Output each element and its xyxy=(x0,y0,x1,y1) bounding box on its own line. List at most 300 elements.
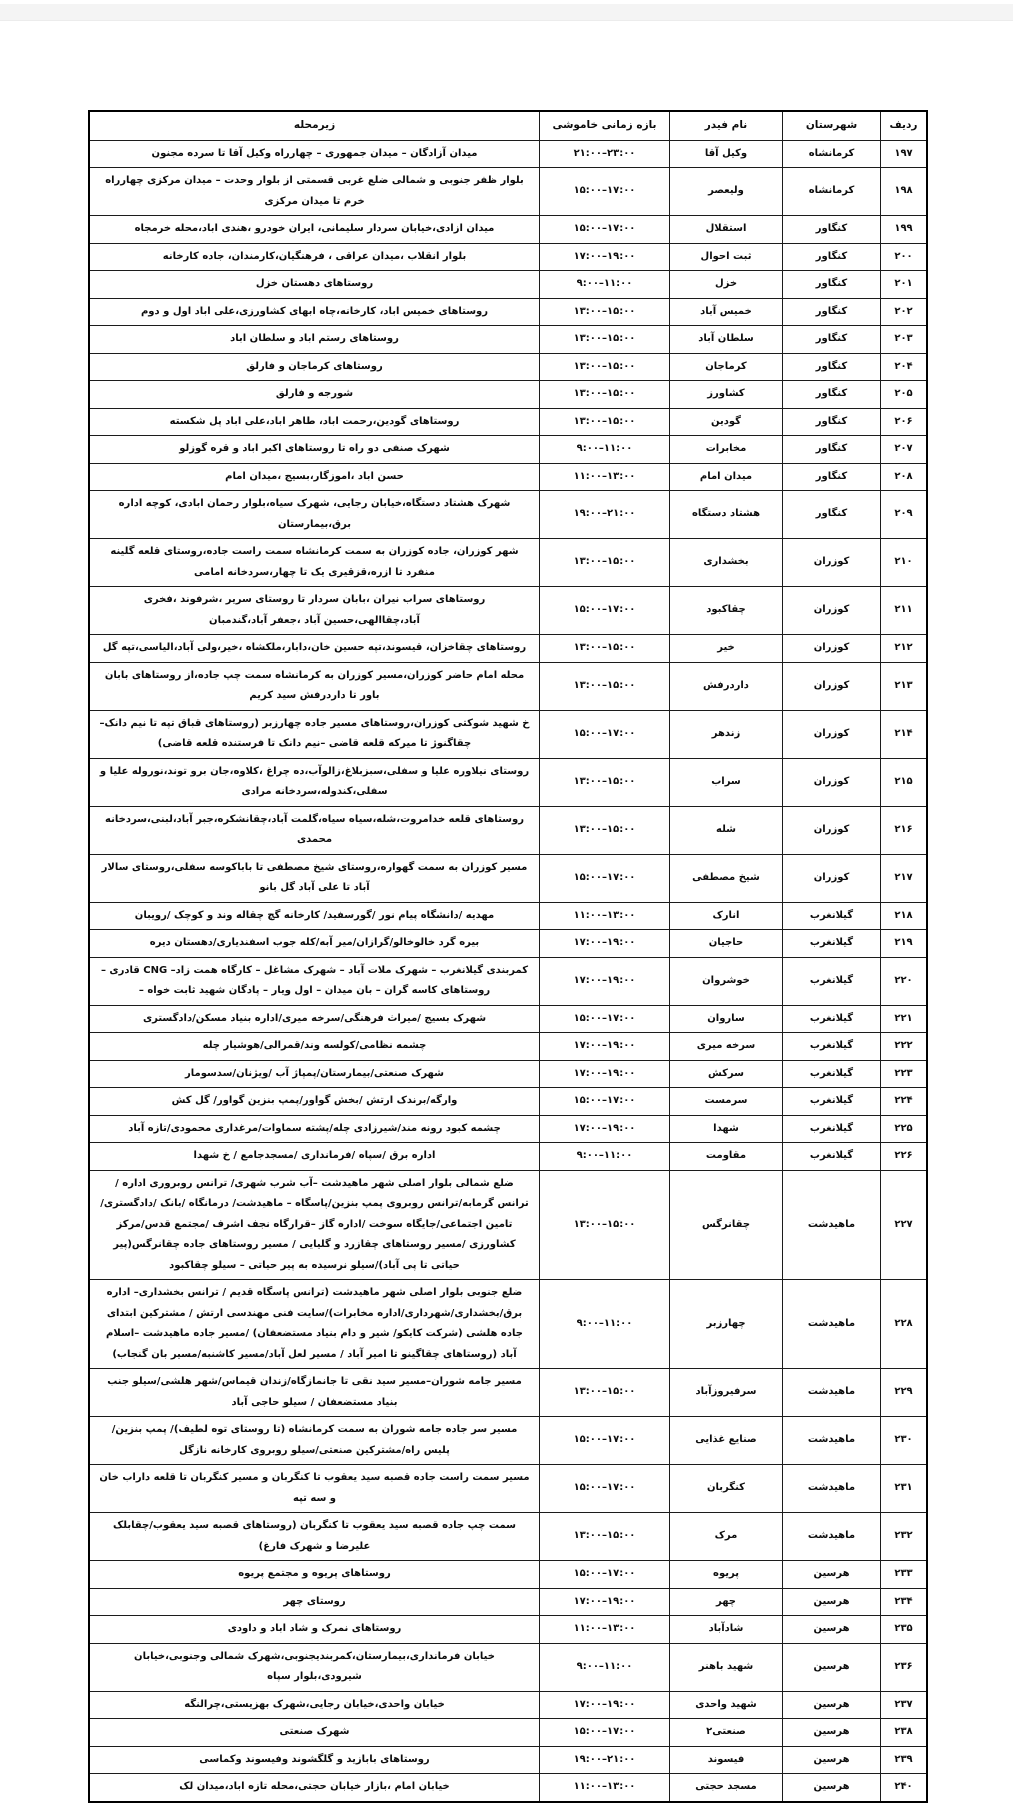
cell-outage-time xyxy=(540,957,670,1005)
outage-time-range: ۱۵:۰۰–۱۷:۰۰ xyxy=(573,1012,636,1024)
cell-county: کوزران xyxy=(783,539,881,587)
cell-subarea: محله امام حاضر کوزران،مسیر کوزران به کرمانشاه سمت چپ جاده،از روستاهای بابان باور تا داردرفش سید کریم xyxy=(89,662,540,710)
table-row xyxy=(89,491,927,539)
cell-county: ماهیدشت xyxy=(783,1170,881,1280)
cell-subarea: حسن اباد ،اموزگار،بسیج ،میدان امام xyxy=(89,463,540,491)
outage-time-range: ۱۳:۰۰–۱۵:۰۰ xyxy=(573,333,636,345)
cell-county: ماهیدشت xyxy=(783,1417,881,1465)
table-row xyxy=(89,381,927,409)
cell-feeder-name: مسجد حجتی xyxy=(670,1774,783,1802)
cell-outage-time xyxy=(540,1280,670,1369)
cell-outage-time xyxy=(540,216,670,244)
cell-outage-time xyxy=(540,326,670,354)
table-row xyxy=(89,854,927,902)
cell-subarea: روستاهای گودین،رحمت اباد، طاهر اباد،علی اباد پل شکسته xyxy=(89,408,540,436)
cell-row-number: ۲۳۱ xyxy=(881,1465,928,1513)
cell-feeder-name: داردرفش xyxy=(670,662,783,710)
table-row xyxy=(89,243,927,271)
cell-county: گیلانغرب xyxy=(783,930,881,958)
cell-outage-time xyxy=(540,436,670,464)
cell-subarea: شهرک بسیج /میراث فرهنگی/سرخه میری/اداره بنیاد مسکن/دادگستری xyxy=(89,1005,540,1033)
header-row-number: ردیف xyxy=(881,111,928,140)
cell-county: کوزران xyxy=(783,806,881,854)
cell-county: ماهیدشت xyxy=(783,1369,881,1417)
cell-feeder-name: صنعتی۲ xyxy=(670,1719,783,1747)
cell-row-number: ۲۰۸ xyxy=(881,463,928,491)
outage-time-range: ۱۷:۰۰–۱۹:۰۰ xyxy=(573,1698,636,1710)
table-row xyxy=(89,168,927,216)
cell-subarea: روستای نیلاوره علیا و سفلی،سبزبلاغ،زالوآب،ده چراغ ،کلاوه،جان برو توند،نوروله علیا و سفلی،کندوله،سردخانه مرادی xyxy=(89,758,540,806)
cell-outage-time xyxy=(540,1060,670,1088)
cell-row-number: ۲۲۳ xyxy=(881,1060,928,1088)
cell-row-number: ۲۱۹ xyxy=(881,930,928,958)
table-row xyxy=(89,1561,927,1589)
cell-feeder-name: کشاورز xyxy=(670,381,783,409)
cell-outage-time xyxy=(540,168,670,216)
table-row xyxy=(89,806,927,854)
table-row xyxy=(89,1774,927,1802)
outage-time-range: ۱۱:۰۰–۱۳:۰۰ xyxy=(573,1623,636,1635)
cell-county: هرسین xyxy=(783,1691,881,1719)
cell-county: هرسین xyxy=(783,1774,881,1802)
cell-feeder-name: سلطان آباد xyxy=(670,326,783,354)
cell-row-number: ۲۳۲ xyxy=(881,1513,928,1561)
outage-time-range: ۹:۰۰–۱۱:۰۰ xyxy=(576,1660,633,1672)
cell-county: کنگاور xyxy=(783,408,881,436)
cell-row-number: ۲۳۶ xyxy=(881,1643,928,1691)
outage-time-range: ۲۱:۰۰–۲۳:۰۰ xyxy=(573,147,636,159)
cell-outage-time xyxy=(540,1616,670,1644)
window-top-bar xyxy=(0,4,1013,21)
cell-outage-time xyxy=(540,1417,670,1465)
table-row xyxy=(89,710,927,758)
cell-county: کنگاور xyxy=(783,353,881,381)
cell-outage-time xyxy=(540,1465,670,1513)
outage-time-range: ۹:۰۰–۱۱:۰۰ xyxy=(576,1150,633,1162)
cell-outage-time xyxy=(540,854,670,902)
cell-subarea: روستاهای رستم اباد و سلطان اباد xyxy=(89,326,540,354)
table-row xyxy=(89,1005,927,1033)
cell-subarea: روستاهای کرماجان و فارلق xyxy=(89,353,540,381)
cell-row-number: ۲۱۸ xyxy=(881,902,928,930)
cell-county: هرسین xyxy=(783,1643,881,1691)
outage-time-range: ۱۵:۰۰–۱۷:۰۰ xyxy=(573,1726,636,1738)
cell-feeder-name: چهر xyxy=(670,1588,783,1616)
table-row xyxy=(89,1280,927,1369)
cell-row-number: ۲۰۳ xyxy=(881,326,928,354)
cell-feeder-name: استقلال xyxy=(670,216,783,244)
cell-subarea: کمربندی گیلانغرب – شهرک ملات آباد – شهرک مشاغل – کارگاه همت زاد– CNG قادری – روستاهای کاسه گران – بان میدان – اول ویار – پادگان شهید ثابت خواه – xyxy=(89,957,540,1005)
cell-subarea: شهرک صنفی دو راه تا روستاهای اکبر اباد و قره گوزلو xyxy=(89,436,540,464)
cell-county: کنگاور xyxy=(783,298,881,326)
cell-subarea: روستاهای قلعه خدامروت،شله،سیاه سیاه،گلمت آباد،چقانشکره،جبر آباد،لبنی،سردخانه محمدی xyxy=(89,806,540,854)
cell-county: هرسین xyxy=(783,1561,881,1589)
cell-county: هرسین xyxy=(783,1746,881,1774)
cell-county: کنگاور xyxy=(783,463,881,491)
cell-subarea: شهرک هشتاد دستگاه،خیابان رجایی، شهرک سیاه،بلوار رحمان ابادی، کوچه اداره برق،بیمارستان xyxy=(89,491,540,539)
cell-county: هرسین xyxy=(783,1719,881,1747)
cell-outage-time xyxy=(540,930,670,958)
cell-feeder-name: سراب xyxy=(670,758,783,806)
cell-feeder-name: چقانرگس xyxy=(670,1170,783,1280)
cell-subarea: مسیر سمت راست جاده قصبه سید یعقوب تا کنگربان و مسیر کنگربان تا قلعه داراب خان و سه تپه xyxy=(89,1465,540,1513)
cell-subarea: بلوار ظفر جنوبی و شمالی ضلع غربی قسمتی از بلوار وحدت – میدان مرکزی چهارراه خرم تا میدان مرکزی xyxy=(89,168,540,216)
table-row xyxy=(89,1691,927,1719)
cell-row-number: ۲۳۵ xyxy=(881,1616,928,1644)
outage-time-range: ۱۷:۰۰–۱۹:۰۰ xyxy=(573,1067,636,1079)
table-row xyxy=(89,216,927,244)
cell-feeder-name: هشتاد دستگاه xyxy=(670,491,783,539)
cell-row-number: ۲۲۸ xyxy=(881,1280,928,1369)
cell-row-number: ۲۰۰ xyxy=(881,243,928,271)
cell-county: کوزران xyxy=(783,710,881,758)
cell-outage-time xyxy=(540,1746,670,1774)
cell-row-number: ۲۰۴ xyxy=(881,353,928,381)
cell-row-number: ۲۰۹ xyxy=(881,491,928,539)
cell-row-number: ۲۲۵ xyxy=(881,1115,928,1143)
cell-county: کنگاور xyxy=(783,243,881,271)
outage-time-range: ۱۵:۰۰–۱۷:۰۰ xyxy=(573,185,636,197)
cell-feeder-name: خمیس آباد xyxy=(670,298,783,326)
cell-subarea: بلوار انقلاب ،میدان عراقی ، فرهنگیان،کارمندان، جاده کارخانه xyxy=(89,243,540,271)
table-row xyxy=(89,298,927,326)
cell-feeder-name: پریوه xyxy=(670,1561,783,1589)
cell-subarea: روستاهای پریوه و مجتمع پریوه xyxy=(89,1561,540,1589)
cell-outage-time xyxy=(540,1033,670,1061)
cell-feeder-name: سرفیروزآباد xyxy=(670,1369,783,1417)
outage-table-container xyxy=(88,110,928,1803)
table-row xyxy=(89,957,927,1005)
cell-subarea: اداره برق /سپاه /فرمانداری /مسجدجامع / خ شهدا xyxy=(89,1143,540,1171)
cell-outage-time xyxy=(540,1088,670,1116)
outage-time-range: ۱۳:۰۰–۱۵:۰۰ xyxy=(573,642,636,654)
table-row xyxy=(89,1719,927,1747)
cell-subarea: میدان ازادی،خیابان سردار سلیمانی، ایران خودرو ،هندی اباد،محله خرمجاه xyxy=(89,216,540,244)
cell-outage-time xyxy=(540,806,670,854)
cell-subarea: مهدیه /دانشگاه پیام نور /گورسفید/ کارخانه گچ چقاله وند و کوچک /رویبان xyxy=(89,902,540,930)
table-row xyxy=(89,353,927,381)
table-row xyxy=(89,140,927,168)
cell-outage-time xyxy=(540,1643,670,1691)
cell-outage-time xyxy=(540,1115,670,1143)
cell-county: ماهیدشت xyxy=(783,1513,881,1561)
cell-county: گیلانغرب xyxy=(783,1005,881,1033)
outage-time-range: ۱۹:۰۰–۲۱:۰۰ xyxy=(573,1753,636,1765)
outage-time-range: ۱۳:۰۰–۱۵:۰۰ xyxy=(573,679,636,691)
cell-feeder-name: بخشداری xyxy=(670,539,783,587)
cell-county: کنگاور xyxy=(783,216,881,244)
cell-subarea: خ شهید شوکتی کوزران،روستاهای مسیر جاده چهارزبر (روستاهای قباق تپه تا نیم دانک–چقاگنوژ تا میرکه قلعه قاضی –نیم دانک تا فرستنده قلعه قاضی) xyxy=(89,710,540,758)
cell-subarea: چشمه نظامی/کولسه وند/قمرالی/هوشیار چله xyxy=(89,1033,540,1061)
cell-subarea: خیابان فرمانداری،بیمارستان،کمربندیجنوبی،شهرک شمالی وجنوبی،خیابان شیرودی،بلوار سپاه xyxy=(89,1643,540,1691)
cell-outage-time xyxy=(540,758,670,806)
cell-row-number: ۲۱۱ xyxy=(881,587,928,635)
cell-outage-time xyxy=(540,140,670,168)
outage-time-range: ۱۳:۰۰–۱۵:۰۰ xyxy=(573,775,636,787)
cell-row-number: ۱۹۸ xyxy=(881,168,928,216)
cell-feeder-name: ولیعصر xyxy=(670,168,783,216)
cell-county: کنگاور xyxy=(783,491,881,539)
table-row xyxy=(89,1616,927,1644)
outage-time-range: ۱۵:۰۰–۱۷:۰۰ xyxy=(573,1568,636,1580)
cell-subarea: روستاهای چقاخزان، قیسوند،تپه حسین خان،دابار،ملکشاه ،خیر،ولی آباد،الیاسی،تپه گل xyxy=(89,635,540,663)
cell-feeder-name: صنایع غذایی xyxy=(670,1417,783,1465)
outage-time-range: ۱۳:۰۰–۱۵:۰۰ xyxy=(573,305,636,317)
header-subarea: زیرمحله xyxy=(89,111,540,140)
outage-time-range: ۱۵:۰۰–۱۷:۰۰ xyxy=(573,1095,636,1107)
cell-row-number: ۲۳۳ xyxy=(881,1561,928,1589)
cell-feeder-name: سرخه میری xyxy=(670,1033,783,1061)
outage-time-range: ۱۳:۰۰–۱۵:۰۰ xyxy=(573,1218,636,1230)
cell-outage-time xyxy=(540,1369,670,1417)
cell-county: ماهیدشت xyxy=(783,1465,881,1513)
cell-row-number: ۲۱۲ xyxy=(881,635,928,663)
cell-county: کنگاور xyxy=(783,436,881,464)
table-row xyxy=(89,635,927,663)
cell-subarea: روستای چهر xyxy=(89,1588,540,1616)
cell-feeder-name: حاجیان xyxy=(670,930,783,958)
table-row xyxy=(89,1033,927,1061)
table-row xyxy=(89,271,927,299)
header-county: شهرستان xyxy=(783,111,881,140)
cell-subarea: مسیر کوزران به سمت گهواره،روستای شیخ مصطفی تا باباکوسه سفلی،روستای سالار آباد تا علی آباد گل بانو xyxy=(89,854,540,902)
cell-county: گیلانغرب xyxy=(783,902,881,930)
cell-feeder-name: کرماجان xyxy=(670,353,783,381)
outage-time-range: ۱۷:۰۰–۱۹:۰۰ xyxy=(573,250,636,262)
cell-subarea: خیابان واحدی،خیابان رجایی،شهرک بهزیستی،چرالنگه xyxy=(89,1691,540,1719)
table-body xyxy=(89,140,927,1802)
cell-row-number: ۲۳۷ xyxy=(881,1691,928,1719)
outage-time-range: ۱۳:۰۰–۱۵:۰۰ xyxy=(573,1530,636,1542)
table-row xyxy=(89,1369,927,1417)
cell-feeder-name: خزل xyxy=(670,271,783,299)
cell-row-number: ۲۱۴ xyxy=(881,710,928,758)
cell-feeder-name: مقاومت xyxy=(670,1143,783,1171)
cell-feeder-name: ساروان xyxy=(670,1005,783,1033)
cell-row-number: ۲۳۴ xyxy=(881,1588,928,1616)
cell-county: هرسین xyxy=(783,1588,881,1616)
outage-time-range: ۱۱:۰۰–۱۳:۰۰ xyxy=(573,909,636,921)
cell-feeder-name: شهید واحدی xyxy=(670,1691,783,1719)
cell-row-number: ۱۹۹ xyxy=(881,216,928,244)
cell-feeder-name: شله xyxy=(670,806,783,854)
outage-time-range: ۱۷:۰۰–۱۹:۰۰ xyxy=(573,1595,636,1607)
cell-outage-time xyxy=(540,353,670,381)
cell-row-number: ۲۲۴ xyxy=(881,1088,928,1116)
cell-row-number: ۱۹۷ xyxy=(881,140,928,168)
outage-time-range: ۹:۰۰–۱۱:۰۰ xyxy=(576,278,633,290)
cell-outage-time xyxy=(540,1774,670,1802)
outage-time-range: ۱۷:۰۰–۱۹:۰۰ xyxy=(573,937,636,949)
cell-feeder-name: چقاکبود xyxy=(670,587,783,635)
cell-feeder-name: وکیل آقا xyxy=(670,140,783,168)
cell-row-number: ۲۴۰ xyxy=(881,1774,928,1802)
cell-outage-time xyxy=(540,902,670,930)
cell-row-number: ۲۳۰ xyxy=(881,1417,928,1465)
cell-county: کنگاور xyxy=(783,326,881,354)
header-feeder-name: نام فیدر xyxy=(670,111,783,140)
table-row xyxy=(89,930,927,958)
cell-row-number: ۲۰۲ xyxy=(881,298,928,326)
cell-county: گیلانغرب xyxy=(783,1033,881,1061)
cell-feeder-name: خوشروان xyxy=(670,957,783,1005)
table-row xyxy=(89,326,927,354)
outage-time-range: ۱۵:۰۰–۱۷:۰۰ xyxy=(573,1482,636,1494)
cell-outage-time xyxy=(540,381,670,409)
outage-time-range: ۱۳:۰۰–۱۵:۰۰ xyxy=(573,388,636,400)
table-row xyxy=(89,1060,927,1088)
table-row xyxy=(89,1417,927,1465)
outage-time-range: ۹:۰۰–۱۱:۰۰ xyxy=(576,443,633,455)
cell-feeder-name: شادآباد xyxy=(670,1616,783,1644)
cell-subarea: مسیر جامه شوران–مسیر سید نقی تا جانمازگاه/زندان قیماس/شهر هلشی/سیلو جنب بنیاد مستضعفان / سیلو حاجی آباد xyxy=(89,1369,540,1417)
cell-outage-time xyxy=(540,491,670,539)
cell-outage-time xyxy=(540,1170,670,1280)
cell-row-number: ۲۲۹ xyxy=(881,1369,928,1417)
cell-outage-time xyxy=(540,1691,670,1719)
cell-subarea: روستاهای بابازید و گلگشوند وفیسوند وکماسی xyxy=(89,1746,540,1774)
table-row xyxy=(89,1746,927,1774)
cell-outage-time xyxy=(540,662,670,710)
cell-subarea: وارگه/برندک ارتش /بخش گواور/پمپ بنزین گواور/ گل کش xyxy=(89,1088,540,1116)
cell-row-number: ۲۰۷ xyxy=(881,436,928,464)
outage-time-range: ۱۳:۰۰–۱۵:۰۰ xyxy=(573,556,636,568)
table-row xyxy=(89,1465,927,1513)
cell-subarea: چشمه کبود رونه مند/شیرزادی چله/پشته سماوات/مرغداری محمودی/تازه آباد xyxy=(89,1115,540,1143)
cell-row-number: ۲۳۸ xyxy=(881,1719,928,1747)
cell-feeder-name: مخابرات xyxy=(670,436,783,464)
cell-row-number: ۲۱۶ xyxy=(881,806,928,854)
cell-row-number: ۲۱۵ xyxy=(881,758,928,806)
cell-outage-time xyxy=(540,1513,670,1561)
outage-time-range: ۱۵:۰۰–۱۷:۰۰ xyxy=(573,223,636,235)
table-row xyxy=(89,1513,927,1561)
cell-subarea: شورجه و فارلق xyxy=(89,381,540,409)
cell-county: گیلانغرب xyxy=(783,1143,881,1171)
outage-time-range: ۱۱:۰۰–۱۳:۰۰ xyxy=(573,470,636,482)
cell-feeder-name: زندهر xyxy=(670,710,783,758)
cell-county: هرسین xyxy=(783,1616,881,1644)
cell-outage-time xyxy=(540,1719,670,1747)
cell-outage-time xyxy=(540,271,670,299)
table-row xyxy=(89,408,927,436)
cell-row-number: ۲۰۵ xyxy=(881,381,928,409)
table-row xyxy=(89,902,927,930)
cell-county: گیلانغرب xyxy=(783,957,881,1005)
cell-row-number: ۲۰۱ xyxy=(881,271,928,299)
cell-outage-time xyxy=(540,243,670,271)
cell-county: کوزران xyxy=(783,662,881,710)
cell-row-number: ۲۲۰ xyxy=(881,957,928,1005)
outage-time-range: ۱۳:۰۰–۱۵:۰۰ xyxy=(573,415,636,427)
cell-county: کنگاور xyxy=(783,381,881,409)
outage-time-range: ۱۵:۰۰–۱۷:۰۰ xyxy=(573,604,636,616)
cell-feeder-name: مرک xyxy=(670,1513,783,1561)
table-row xyxy=(89,1643,927,1691)
cell-row-number: ۲۱۷ xyxy=(881,854,928,902)
header-row xyxy=(89,111,927,140)
outage-schedule-table xyxy=(88,110,928,1803)
cell-row-number: ۲۱۳ xyxy=(881,662,928,710)
cell-county: کوزران xyxy=(783,587,881,635)
header-outage-time: بازه زمانی خاموشی xyxy=(540,111,670,140)
cell-feeder-name: انارک xyxy=(670,902,783,930)
outage-time-range: ۱۳:۰۰–۱۵:۰۰ xyxy=(573,360,636,372)
cell-subarea: روستاهای خمیس اباد، کارخانه،چاه ابهای کشاورزی،علی اباد اول و دوم xyxy=(89,298,540,326)
table-row xyxy=(89,1170,927,1280)
cell-outage-time xyxy=(540,1588,670,1616)
cell-outage-time xyxy=(540,587,670,635)
cell-outage-time xyxy=(540,1005,670,1033)
outage-time-range: ۱۷:۰۰–۱۹:۰۰ xyxy=(573,1122,636,1134)
cell-county: کرمانشاه xyxy=(783,140,881,168)
cell-outage-time xyxy=(540,298,670,326)
cell-outage-time xyxy=(540,1561,670,1589)
table-row xyxy=(89,662,927,710)
cell-outage-time xyxy=(540,1143,670,1171)
cell-subarea: روستاهای نمرک و شاد اباد و داودی xyxy=(89,1616,540,1644)
cell-county: کوزران xyxy=(783,854,881,902)
outage-time-range: ۱۹:۰۰–۲۱:۰۰ xyxy=(573,508,636,520)
cell-row-number: ۲۲۶ xyxy=(881,1143,928,1171)
cell-subarea: روستاهای دهستان خزل xyxy=(89,271,540,299)
cell-row-number: ۲۲۱ xyxy=(881,1005,928,1033)
cell-feeder-name: شهدا xyxy=(670,1115,783,1143)
cell-feeder-name: شهید باهنر xyxy=(670,1643,783,1691)
cell-subarea: شهرک صنعتی xyxy=(89,1719,540,1747)
table-row xyxy=(89,1088,927,1116)
outage-time-range: ۱۱:۰۰–۱۳:۰۰ xyxy=(573,1781,636,1793)
table-row xyxy=(89,587,927,635)
cell-row-number: ۲۱۰ xyxy=(881,539,928,587)
cell-county: گیلانغرب xyxy=(783,1060,881,1088)
cell-subarea: شهر کوزران، جاده کوزران به سمت کرمانشاه سمت راست جاده،روستای قلعه گلینه منفرد تا ازره،قزقیری یک تا چهار،سردخانه امامی xyxy=(89,539,540,587)
cell-subarea: مسیر سر جاده جامه شوران به سمت کرمانشاه (تا روستای توه لطیف)/ پمپ بنزین/پلیس راه/مشترکین صنعتی/سیلو روبروی کارخانه نازگل xyxy=(89,1417,540,1465)
cell-row-number: ۲۰۶ xyxy=(881,408,928,436)
cell-subarea: ضلع جنوبی بلوار اصلی شهر ماهیدشت (ترانس پاسگاه قدیم / ترانس بخشداری– اداره برق/بخشداری/شهرداری/اداره مخابرات)/سایت فنی مهندسی ارتش / مشترکین ابتدای جاده هلشی (شرکت کایکو/ شیر و دام بنیاد مستضعفان) /مسیر جاده ماهیدشت –اسلام آباد (روستاهای چقاگینو تا امیر آباد / مسیر لعل آباد/مسیر کاشنبه/مسیر بان گنجاب) xyxy=(89,1280,540,1369)
table-row xyxy=(89,1115,927,1143)
cell-outage-time xyxy=(540,408,670,436)
table-row xyxy=(89,758,927,806)
cell-feeder-name: سرمست xyxy=(670,1088,783,1116)
cell-county: گیلانغرب xyxy=(783,1088,881,1116)
table-row xyxy=(89,1588,927,1616)
cell-feeder-name: کنگربان xyxy=(670,1465,783,1513)
cell-feeder-name: میدان امام xyxy=(670,463,783,491)
outage-time-range: ۱۷:۰۰–۱۹:۰۰ xyxy=(573,1040,636,1052)
cell-subarea: خیابان امام ،بازار خیابان حجتی،محله تازه اباد،میدان لک xyxy=(89,1774,540,1802)
cell-subarea: سمت چپ جاده قصبه سید یعقوب تا کنگربان (روستاهای قصبه سید یعقوب/چقابلک علیرضا و شهرک فارغ) xyxy=(89,1513,540,1561)
cell-outage-time xyxy=(540,539,670,587)
cell-row-number: ۲۲۲ xyxy=(881,1033,928,1061)
cell-row-number: ۲۲۷ xyxy=(881,1170,928,1280)
cell-subarea: روستاهای سراب نیران ،بابان سردار تا روستای سریر ،شرفوند ،فخری آباد،چقاالهی،حسین آباد ،جعفر آباد،گندمبان xyxy=(89,587,540,635)
cell-county: کوزران xyxy=(783,635,881,663)
cell-subarea: میدان آزادگان – میدان جمهوری – چهارراه وکیل آقا تا سرده مجنون xyxy=(89,140,540,168)
cell-feeder-name: چهارزبر xyxy=(670,1280,783,1369)
cell-feeder-name: فیسوند xyxy=(670,1746,783,1774)
cell-feeder-name: ثبت احوال xyxy=(670,243,783,271)
cell-county: کنگاور xyxy=(783,271,881,299)
cell-feeder-name: سرکش xyxy=(670,1060,783,1088)
cell-row-number: ۲۳۹ xyxy=(881,1746,928,1774)
cell-county: گیلانغرب xyxy=(783,1115,881,1143)
cell-subarea: بیره گرد خالوخالو/گرازان/میر آبه/کله جوب اسفندیاری/دهستان دیره xyxy=(89,930,540,958)
table-row xyxy=(89,539,927,587)
cell-feeder-name: خیر xyxy=(670,635,783,663)
outage-time-range: ۱۵:۰۰–۱۷:۰۰ xyxy=(573,1434,636,1446)
cell-county: ماهیدشت xyxy=(783,1280,881,1369)
